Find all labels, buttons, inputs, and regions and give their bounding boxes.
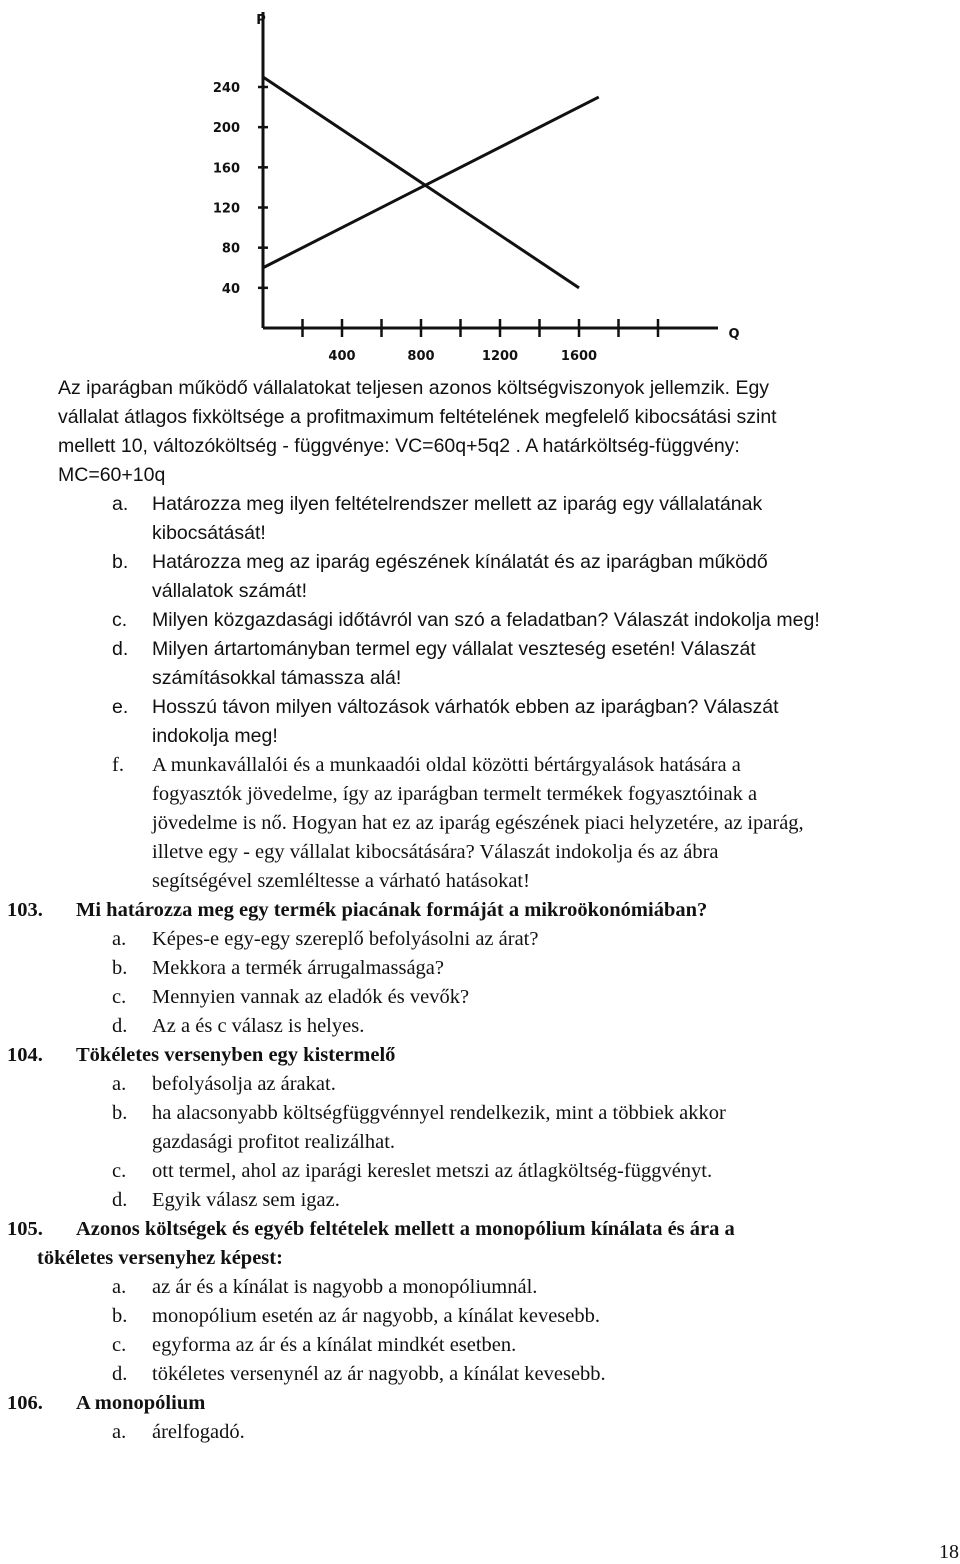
sub-item-letter: b. xyxy=(112,551,129,573)
answer-text: befolyásolja az árakat. xyxy=(152,1073,336,1095)
answer-letter: a. xyxy=(112,928,127,950)
sub-item-letter: e. xyxy=(112,696,129,718)
sub-item-letter: f. xyxy=(112,754,124,776)
answer-letter: d. xyxy=(112,1363,128,1385)
price-quantity-chart xyxy=(0,0,960,372)
sub-item-letter: a. xyxy=(112,493,129,515)
answer-text: Mennyien vannak az eladók és vevők? xyxy=(152,986,470,1008)
answer-text: ott termel, ahol az iparági kereslet metszi az átlagköltség-függvényt. xyxy=(152,1160,713,1182)
sub-item-letter: d. xyxy=(112,638,129,660)
sub-item-line: A munkavállalói és a munkaadói oldal közötti bértárgyalások hatására a xyxy=(152,754,741,776)
question-text: Mi határozza meg egy termék piacának formáját a mikroökonómiában? xyxy=(76,899,708,921)
question-text: Azonos költségek és egyéb feltételek mellett a monopólium kínálata és ára a xyxy=(76,1218,735,1240)
y-tick-label: 200 xyxy=(212,121,240,137)
y-tick-label: 80 xyxy=(221,241,240,257)
answer-text: árelfogadó. xyxy=(152,1421,245,1443)
sub-item-line: kibocsátását! xyxy=(152,522,266,544)
sub-item-line: vállalatok számát! xyxy=(152,580,307,602)
sub-item-line: Hosszú távon milyen változások várhatók ebben az iparágban? Válaszát xyxy=(152,696,779,718)
answer-letter: a. xyxy=(112,1421,127,1443)
answer-letter: c. xyxy=(112,1334,127,1356)
answer-letter: b. xyxy=(112,1305,128,1327)
intro-line: Az iparágban működő vállalatokat teljesen azonos költségviszonyok jellemzik. Egy xyxy=(58,377,770,399)
x-axis-name: Q xyxy=(728,327,740,342)
y-tick-label: 120 xyxy=(212,201,240,217)
y-tick-label: 40 xyxy=(221,281,240,297)
answer-text: egyforma az ár és a kínálat mindkét esetben. xyxy=(152,1334,517,1356)
y-tick-label: 240 xyxy=(212,81,240,96)
question-number: 105. xyxy=(7,1218,43,1240)
answer-text-continued: gazdasági profitot realizálhat. xyxy=(152,1131,396,1153)
answer-letter: c. xyxy=(112,986,127,1008)
question-number: 103. xyxy=(7,899,43,921)
answer-text: Az a és c válasz is helyes. xyxy=(152,1015,365,1037)
answer-text: tökéletes versenynél az ár nagyobb, a kínálat kevesebb. xyxy=(152,1363,606,1385)
answer-letter: d. xyxy=(112,1189,128,1211)
question-number: 106. xyxy=(7,1392,43,1414)
chart-svg xyxy=(0,0,960,372)
sub-item-line: illetve egy - egy vállalat kibocsátására? Válaszát indokolja és az ábra xyxy=(152,841,719,863)
x-tick-label: 1600 xyxy=(560,349,598,364)
question-number: 104. xyxy=(7,1044,43,1066)
question-text: Tökéletes versenyben egy kistermelő xyxy=(76,1044,396,1066)
question-text-continued: tökéletes versenyhez képest: xyxy=(37,1247,283,1269)
series-line-2 xyxy=(263,97,599,268)
intro-line: vállalat átlagos fixköltsége a profitmaximum feltételének megfelelő kibocsátási szint xyxy=(58,406,777,428)
intro-line: MC=60+10q xyxy=(58,464,166,486)
sub-item-line: Határozza meg ilyen feltételrendszer mellett az iparág egy vállalatának xyxy=(152,493,763,515)
answer-letter: b. xyxy=(112,957,128,979)
answer-text: Képes-e egy-egy szereplő befolyásolni az árat? xyxy=(152,928,539,950)
answer-text: az ár és a kínálat is nagyobb a monopóliumnál. xyxy=(152,1276,538,1298)
answer-letter: c. xyxy=(112,1160,127,1182)
intro-line: mellett 10, változóköltség - függvénye: VC=60q+5q2 . A határköltség-függvény: xyxy=(58,435,740,457)
x-tick-label: 1200 xyxy=(481,349,519,364)
y-tick-label: 160 xyxy=(212,161,240,177)
page-number: 18 xyxy=(939,1541,959,1563)
intro-paragraph xyxy=(58,374,908,490)
answer-letter: a. xyxy=(112,1276,127,1298)
sub-item-line: fogyasztók jövedelme, így az iparágban termelt termékek fogyasztóinak a xyxy=(152,783,758,805)
answer-text: monopólium esetén az ár nagyobb, a kínálat kevesebb. xyxy=(152,1305,601,1327)
answer-text: Mekkora a termék árrugalmassága? xyxy=(152,957,444,979)
sub-item-line: indokolja meg! xyxy=(152,725,278,747)
sub-item-line: Milyen ártartományban termel egy vállalat veszteség esetén! Válaszát xyxy=(152,638,756,660)
answer-letter: a. xyxy=(112,1073,127,1095)
sub-item-line: Határozza meg az iparág egészének kínálatát és az iparágban működő xyxy=(152,551,768,573)
sub-item-line: számításokkal támassza alá! xyxy=(152,667,402,689)
sub-item-line: jövedelme is nő. Hogyan hat ez az iparág egészének piaci helyzetére, az iparág, xyxy=(152,812,804,834)
answer-letter: d. xyxy=(112,1015,128,1037)
series-line-1 xyxy=(263,77,579,288)
sub-item-line: segítségével szemléltesse a várható hatásokat! xyxy=(152,870,530,892)
answer-text: Egyik válasz sem igaz. xyxy=(152,1189,340,1211)
sub-item-line: Milyen közgazdasági időtávról van szó a feladatban? Válaszát indokolja meg! xyxy=(152,609,820,631)
answer-letter: b. xyxy=(112,1102,128,1124)
y-axis-name: P xyxy=(256,13,266,28)
answer-text: ha alacsonyabb költségfüggvénnyel rendelkezik, mint a többiek akkor xyxy=(152,1102,726,1124)
x-tick-label: 800 xyxy=(407,349,435,364)
sub-item-letter: c. xyxy=(112,609,128,631)
x-tick-label: 400 xyxy=(328,349,356,364)
question-text: A monopólium xyxy=(76,1392,206,1414)
